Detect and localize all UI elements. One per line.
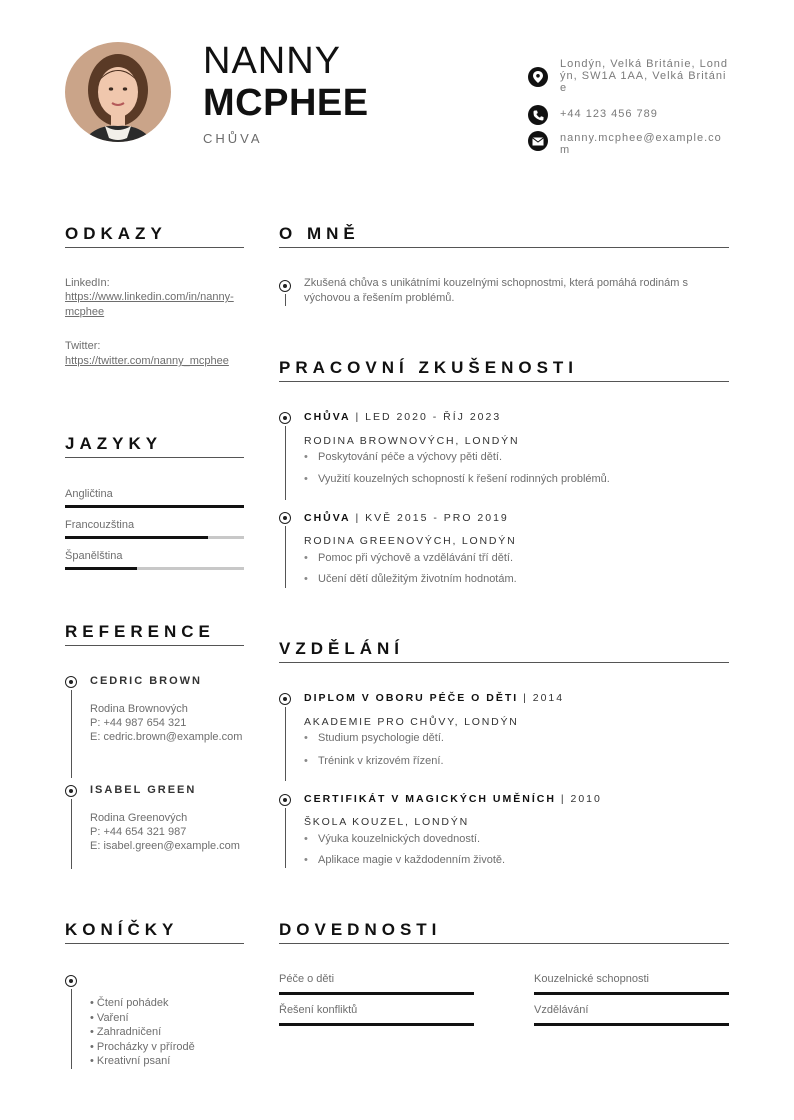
experience-point: • Poskytování péče a výchovy pěti dětí. bbox=[304, 451, 502, 463]
timeline-line bbox=[285, 426, 286, 500]
references-rule bbox=[65, 645, 244, 646]
skill-level-bar bbox=[534, 992, 729, 995]
languages-rule bbox=[65, 457, 244, 458]
envelope-icon bbox=[528, 131, 548, 151]
language-level-bar bbox=[65, 536, 244, 539]
education-year: | 2014 bbox=[518, 692, 565, 704]
hobby-item: • Vaření bbox=[90, 1011, 195, 1026]
experience-employer: RODINA BROWNOVÝCH, LONDÝN bbox=[304, 435, 520, 447]
experience-dates: | LED 2020 - ŘÍJ 2023 bbox=[350, 411, 502, 423]
about-text: Zkušená chůva s unikátními kouzelnými schopnostmi, která pomáhá rodinám s výchovou a řešením problémů. bbox=[304, 277, 688, 304]
skill-level-bar bbox=[279, 992, 474, 995]
education-school: AKADEMIE PRO CHŮVY, LONDÝN bbox=[304, 716, 519, 728]
language-level-fill bbox=[65, 567, 137, 570]
timeline-line bbox=[71, 690, 72, 778]
education-year: | 2010 bbox=[555, 793, 602, 805]
language-level-bar bbox=[65, 567, 244, 570]
education-point: • Trénink v krizovém řízení. bbox=[304, 755, 444, 767]
education-section-title: VZDĚLÁNÍ bbox=[279, 639, 404, 658]
timeline-line bbox=[285, 526, 286, 588]
timeline-line bbox=[285, 808, 286, 868]
skill-level-bar bbox=[279, 1023, 474, 1026]
timeline-dot-icon bbox=[65, 785, 77, 797]
education-heading bbox=[304, 692, 564, 704]
reference-phone: P: +44 654 321 987 bbox=[90, 826, 187, 838]
hobbies-section-title: KONÍČKY bbox=[65, 920, 179, 939]
first-name: NANNY bbox=[203, 40, 342, 82]
experience-role: CHŮVA bbox=[304, 512, 351, 524]
experience-point: • Pomoc při výchově a vzdělávání tří dětí. bbox=[304, 552, 513, 564]
experience-point: • Využití kouzelných schopností k řešení rodinných problémů. bbox=[304, 473, 610, 485]
education-point: • Aplikace magie v každodenním životě. bbox=[304, 854, 505, 866]
skills-rule bbox=[279, 943, 729, 944]
about-rule bbox=[279, 247, 729, 248]
education-point: • Studium psychologie dětí. bbox=[304, 732, 444, 744]
skill-name: Řešení konfliktů bbox=[279, 1004, 358, 1016]
experience-employer: RODINA GREENOVÝCH, LONDÝN bbox=[304, 535, 517, 547]
timeline-line bbox=[285, 707, 286, 781]
linkedin-label: LinkedIn: bbox=[65, 277, 110, 289]
experience-dates: | KVĚ 2015 - PRO 2019 bbox=[350, 512, 509, 524]
twitter-label: Twitter: bbox=[65, 340, 101, 352]
reference-name: CEDRIC BROWN bbox=[90, 675, 202, 687]
reference-org: Rodina Greenových bbox=[90, 812, 188, 824]
timeline-dot-icon bbox=[279, 794, 291, 806]
language-name: Angličtina bbox=[65, 488, 113, 500]
reference-email: E: cedric.brown@example.com bbox=[90, 731, 243, 743]
contact-email[interactable]: nanny.mcphee@example.com bbox=[560, 132, 722, 156]
experience-heading bbox=[304, 411, 501, 423]
timeline-dot-icon bbox=[279, 512, 291, 524]
job-title: CHŮVA bbox=[203, 131, 263, 146]
contact-address: Londýn, Velká Británie, Londýn, SW1A 1AA, Velká Británie bbox=[560, 58, 729, 94]
profile-photo bbox=[65, 42, 171, 142]
skill-name: Péče o děti bbox=[279, 973, 335, 985]
links-section-title: ODKAZY bbox=[65, 224, 167, 243]
timeline-dot-icon bbox=[279, 280, 291, 292]
experience-role: CHŮVA bbox=[304, 411, 351, 423]
experience-point: • Učení dětí důležitým životním hodnotám. bbox=[304, 573, 517, 585]
hobbies-rule bbox=[65, 943, 244, 944]
education-school: ŠKOLA KOUZEL, LONDÝN bbox=[304, 816, 469, 828]
twitter-link[interactable]: https://twitter.com/nanny_mcphee bbox=[65, 355, 229, 367]
experience-heading bbox=[304, 512, 509, 524]
hobbies-list bbox=[90, 996, 195, 1069]
reference-phone: P: +44 987 654 321 bbox=[90, 717, 187, 729]
contact-phone: +44 123 456 789 bbox=[560, 108, 658, 120]
reference-org: Rodina Brownových bbox=[90, 703, 188, 715]
timeline-line bbox=[285, 294, 286, 306]
skill-name: Vzdělávání bbox=[534, 1004, 589, 1016]
timeline-dot-icon bbox=[65, 676, 77, 688]
hobby-item: • Kreativní psaní bbox=[90, 1054, 195, 1069]
about-section-title: O MNĚ bbox=[279, 224, 360, 243]
experience-rule bbox=[279, 381, 729, 382]
timeline-dot-icon bbox=[65, 975, 77, 987]
hobby-item: • Zahradničení bbox=[90, 1025, 195, 1040]
language-name: Francouzština bbox=[65, 519, 135, 531]
reference-name: ISABEL GREEN bbox=[90, 784, 197, 796]
language-level-bar bbox=[65, 505, 244, 508]
timeline-dot-icon bbox=[279, 412, 291, 424]
hobby-item: • Čtení pohádek bbox=[90, 996, 195, 1011]
phone-icon bbox=[528, 105, 548, 125]
skill-level-bar bbox=[534, 1023, 729, 1026]
timeline-dot-icon bbox=[279, 693, 291, 705]
language-name: Španělština bbox=[65, 550, 123, 562]
references-section-title: REFERENCE bbox=[65, 622, 215, 641]
timeline-line bbox=[71, 799, 72, 869]
hobby-item: • Procházky v přírodě bbox=[90, 1040, 195, 1055]
skill-name: Kouzelnické schopnosti bbox=[534, 973, 649, 985]
education-rule bbox=[279, 662, 729, 663]
timeline-line bbox=[71, 989, 72, 1069]
education-heading bbox=[304, 793, 602, 805]
reference-email: E: isabel.green@example.com bbox=[90, 840, 240, 852]
location-pin-icon bbox=[528, 67, 548, 87]
skills-section-title: DOVEDNOSTI bbox=[279, 920, 442, 939]
links-rule bbox=[65, 247, 244, 248]
education-degree: DIPLOM V OBORU PÉČE O DĚTI bbox=[304, 692, 519, 704]
last-name: MCPHEE bbox=[203, 82, 369, 124]
linkedin-link[interactable]: https://www.linkedin.com/in/nanny-mcphee bbox=[65, 291, 234, 318]
language-level-fill bbox=[65, 505, 244, 508]
language-level-fill bbox=[65, 536, 208, 539]
education-point: • Výuka kouzelnických dovedností. bbox=[304, 833, 480, 845]
experience-section-title: PRACOVNÍ ZKUŠENOSTI bbox=[279, 358, 579, 377]
education-degree: CERTIFIKÁT V MAGICKÝCH UMĚNÍCH bbox=[304, 793, 556, 805]
languages-section-title: JAZYKY bbox=[65, 434, 163, 453]
